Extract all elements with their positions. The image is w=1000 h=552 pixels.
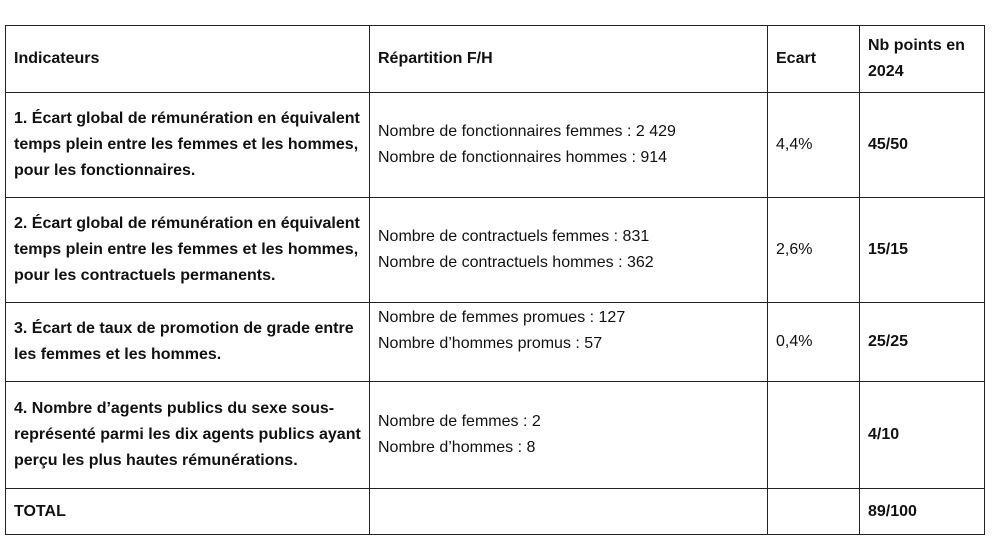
- points-cell: 4/10: [860, 382, 985, 489]
- distribution-cell: [370, 382, 768, 489]
- table-row: [6, 303, 985, 382]
- distribution-line: Nombre d’hommes : 8: [378, 439, 536, 456]
- distribution-cell: [370, 93, 768, 198]
- table-row: [6, 198, 985, 303]
- table-row: [6, 93, 985, 198]
- distribution-line: Nombre de fonctionnaires hommes : 914: [378, 149, 668, 166]
- total-label: TOTAL: [6, 489, 370, 535]
- indicator-cell: 2. Écart global de rémunération en équivalent temps plein entre les femmes et les hommes, pour les contractuels permanents.: [6, 198, 370, 303]
- header-distribution: Répartition F/H: [370, 26, 768, 93]
- distribution-line: Nombre de femmes : 2: [378, 413, 541, 430]
- distribution-cell: [370, 198, 768, 303]
- gap-cell: 2,6%: [768, 198, 860, 303]
- distribution-line: Nombre d’hommes promus : 57: [378, 335, 603, 352]
- distribution-line: Nombre de contractuels femmes : 831: [378, 228, 650, 245]
- indicator-cell: 1. Écart global de rémunération en équivalent temps plein entre les femmes et les hommes, pour les fonctionnaires.: [6, 93, 370, 198]
- distribution-cell: [370, 303, 768, 382]
- distribution-line: Nombre de fonctionnaires femmes : 2 429: [378, 123, 676, 140]
- indicators-table: [5, 25, 985, 535]
- points-cell: 45/50: [860, 93, 985, 198]
- gap-cell: 4,4%: [768, 93, 860, 198]
- gap-cell: 0,4%: [768, 303, 860, 382]
- total-row: [6, 489, 985, 535]
- gap-cell: [768, 382, 860, 489]
- points-cell: 25/25: [860, 303, 985, 382]
- table-header-row: [6, 26, 985, 93]
- table-row: [6, 382, 985, 489]
- points-cell: 15/15: [860, 198, 985, 303]
- distribution-line: Nombre de contractuels hommes : 362: [378, 254, 654, 271]
- header-indicators: Indicateurs: [6, 26, 370, 93]
- total-points: 89/100: [860, 489, 985, 535]
- total-distribution-cell: [370, 489, 768, 535]
- indicator-cell: 4. Nombre d’agents publics du sexe sous-représenté parmi les dix agents publics ayant perçu les plus hautes rémunérations.: [6, 382, 370, 489]
- header-gap: Ecart: [768, 26, 860, 93]
- header-points: Nb points en 2024: [860, 26, 985, 93]
- total-gap-cell: [768, 489, 860, 535]
- distribution-line: Nombre de femmes promues : 127: [378, 309, 626, 326]
- indicator-cell: 3. Écart de taux de promotion de grade entre les femmes et les hommes.: [6, 303, 370, 382]
